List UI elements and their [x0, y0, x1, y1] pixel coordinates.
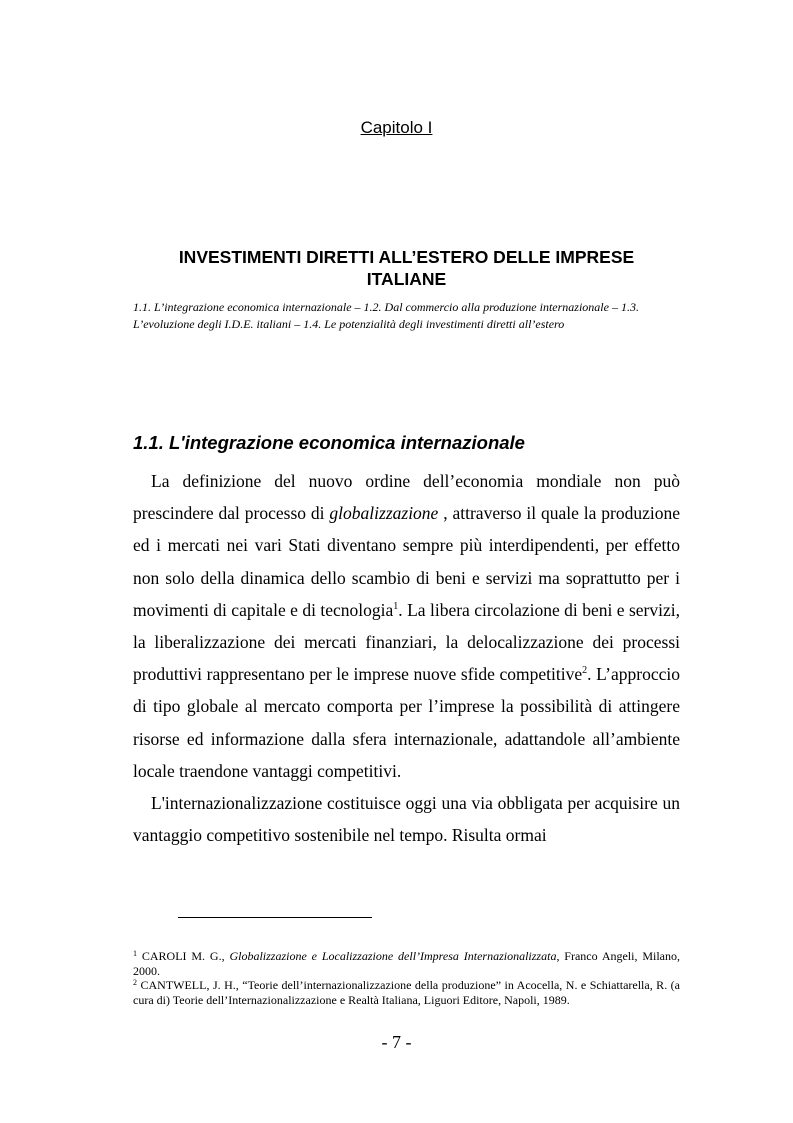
- footnote-2-number: 2: [133, 978, 137, 988]
- footnote-separator: [178, 917, 372, 918]
- page-number: - 7 -: [381, 1032, 412, 1052]
- paragraph-1-text-b: , attraverso il quale la produzione ed i mercati nei vari Stati diventano sempre più interdipendenti, per effetto non solo della dinamica dello scambio di beni e servizi ma soprattutto per i movimenti di capitale e di tecnologia: [133, 503, 680, 620]
- paragraph-2: L'internazionalizzazione costituisce oggi una via obbligata per acquisire un vantaggio competitivo sostenibile nel tempo. Risulta ormai: [133, 793, 680, 846]
- paragraph-1-text-d: . L’approccio di tipo globale al mercato comporta per l’imprese la possibilità di attingere risorse ed informazione dalla sfera internazionale, adattandole all’ambiente locale traendone vantaggi competitivi.: [133, 664, 680, 781]
- section-heading: 1.1. L'integrazione economica internazionale: [133, 432, 525, 453]
- emphasis-globalizzazione: globalizzazione: [329, 503, 439, 524]
- footnote-ref-1: 1: [393, 600, 399, 612]
- footnote-1-number: 1: [133, 949, 137, 958]
- chapter-title: INVESTIMENTI DIRETTI ALL’ESTERO DELLE IMPRESE ITALIANE: [178, 247, 635, 289]
- paragraph-1-text-c: . La libera circolazione di beni e servizi, la liberalizzazione dei mercati finanziari, la delocalizzazione dei processi produttivi rappresentano per le imprese nuove sfide competitive: [133, 599, 680, 685]
- footnote-2: [133, 978, 680, 1007]
- footnote-1: [133, 949, 680, 978]
- footnote-1-author: CAROLI M. G.,: [137, 949, 230, 963]
- paragraph-1: [133, 465, 680, 787]
- footnote-1-title: Globalizzazione e Localizzazione dell’Impresa Internazionalizzata: [229, 949, 557, 963]
- paragraph-1-text-a: La definizione del nuovo ordine dell’economia mondiale non può prescindere dal processo di: [133, 471, 680, 524]
- footnote-2-text: CANTWELL, J. H., “Teorie dell’internazionalizzazione della produzione” in Acocella, N. e Schiattarella, R. (a cura di) Teorie dell’Internazionalizzazione e Realtà Italiana, Liguori Editore, Napoli, 1989.: [133, 978, 680, 1007]
- chapter-label: Capitolo I: [360, 118, 433, 137]
- footnote-ref-2: 2: [582, 665, 588, 677]
- chapter-summary: 1.1. L’integrazione economica internazionale – 1.2. Dal commercio alla produzione internazionale – 1.3. L’evoluzione degli I.D.E. italiani – 1.4. Le potenzialità degli investimenti diretti all’estero: [133, 300, 639, 331]
- footnotes: [133, 949, 680, 1007]
- footnote-1-rest: , Franco Angeli, Milano, 2000.: [133, 949, 680, 978]
- body-text: [133, 465, 680, 851]
